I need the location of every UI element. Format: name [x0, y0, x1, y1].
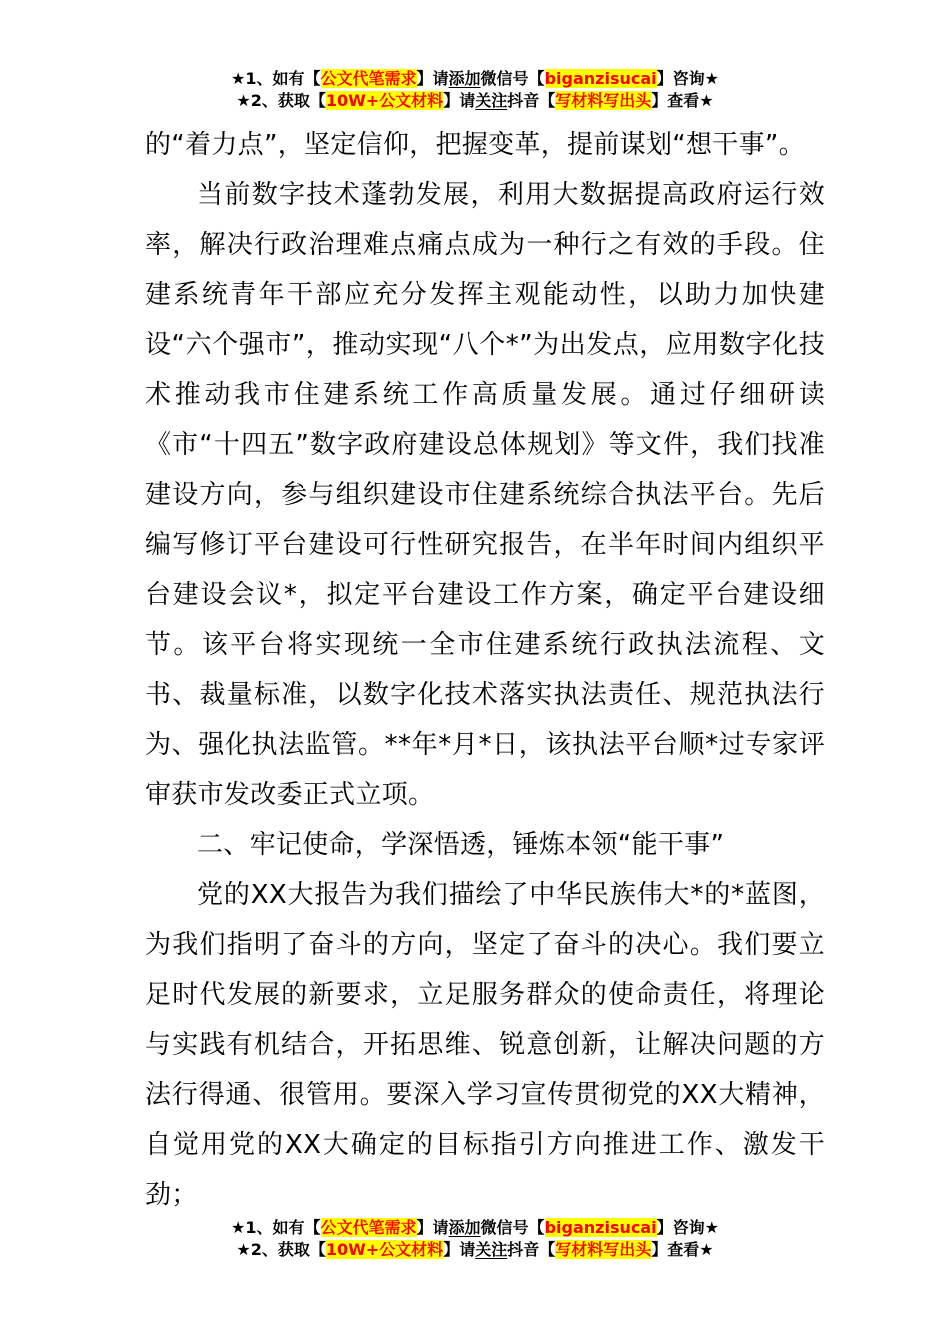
banner-text: 】查看★ [651, 1240, 714, 1259]
paragraph-continuation: 的“着力点”，坚定信仰，把握变革，提前谋划“想干事”。 [145, 130, 805, 160]
banner-text: 】请 [416, 1218, 449, 1237]
banner-text: 】请 [443, 1240, 476, 1259]
banner-text: 微信号【 [480, 69, 545, 88]
banner-highlight: 写材料写出头 [555, 1240, 652, 1259]
banner-text: 】查看★ [651, 91, 714, 110]
paragraph-digital-platform: 当前数字技术蓬勃发展，利用大数据提高政府运行效率，解决行政治理难点痛点成为一种行之有效的手段。住建系统青年干部应充分发挥主观能动性，以助力加快建设“六个强市”，推动实现“八个*”为出发点，应用数字化技术推动我市住建系统工作高质量发展。通过仔细研读《市“十四五”数字政府建设总体规划》等文件，我们找准建设方向，参与组织建设市住建系统综合执法平台。先后编写修订平台建设可行性研究报告，在半年时间内组织平台建设会议*，拟定平台建设工作方案，确定平台建设细节。该平台将实现统一全市住建系统行政执法流程、文书、裁量标准，以数字化技术落实执法责任、规范执法行为、强化执法监管。**年*月*日，该执法平台顺*过专家评审获市发改委正式立项。 [145, 180, 825, 810]
banner-highlight: 公文代笔需求 [320, 1218, 417, 1237]
banner-text: 微信号【 [480, 1218, 545, 1237]
footer-banner [0, 1217, 950, 1261]
banner-highlight: 写材料写出头 [555, 91, 652, 110]
banner-text: 】请 [416, 69, 449, 88]
banner-text: ★1、如有【 [231, 1218, 321, 1237]
banner-text: 】咨询★ [656, 1218, 719, 1237]
banner-text: 】请 [443, 91, 476, 110]
banner-line-1 [0, 1217, 950, 1239]
banner-text: ★1、如有【 [231, 69, 321, 88]
banner-underline: 添加 [448, 1218, 481, 1237]
banner-text: 抖音【 [507, 1240, 556, 1259]
banner-text: ★2、获取【 [236, 91, 326, 110]
banner-underline: 关注 [475, 91, 508, 110]
banner-highlight: 公文代笔需求 [320, 69, 417, 88]
section-heading: 二、牢记使命，学深悟透，锤炼本领“能干事” [197, 830, 725, 860]
banner-highlight: biganzisucai [544, 1218, 657, 1237]
document-body [145, 120, 825, 1220]
banner-highlight: biganzisucai [544, 69, 657, 88]
banner-highlight: 10W+公文材料 [325, 1240, 444, 1259]
header-banner [0, 68, 950, 112]
banner-underline: 关注 [475, 1240, 508, 1259]
banner-line-2 [0, 1239, 950, 1261]
banner-text: ★2、获取【 [236, 1240, 326, 1259]
banner-line-1 [0, 68, 950, 90]
banner-text: 抖音【 [507, 91, 556, 110]
banner-underline: 添加 [448, 69, 481, 88]
banner-text: 】咨询★ [656, 69, 719, 88]
banner-highlight: 10W+公文材料 [325, 91, 444, 110]
paragraph-mission: 党的XX大报告为我们描绘了中华民族伟大*的*蓝图，为我们指明了奋斗的方向，坚定了奋斗的决心。我们要立足时代发展的新要求，立足服务群众的使命责任，将理论与实践有机结合，开拓思维、锐意创新，让解决问题的方法行得通、很管用。要深入学习宣传贯彻党的XX大精神，自觉用党的XX大确定的目标指引方向推进工作、激发干劲； [145, 880, 825, 1210]
banner-line-2 [0, 90, 950, 112]
